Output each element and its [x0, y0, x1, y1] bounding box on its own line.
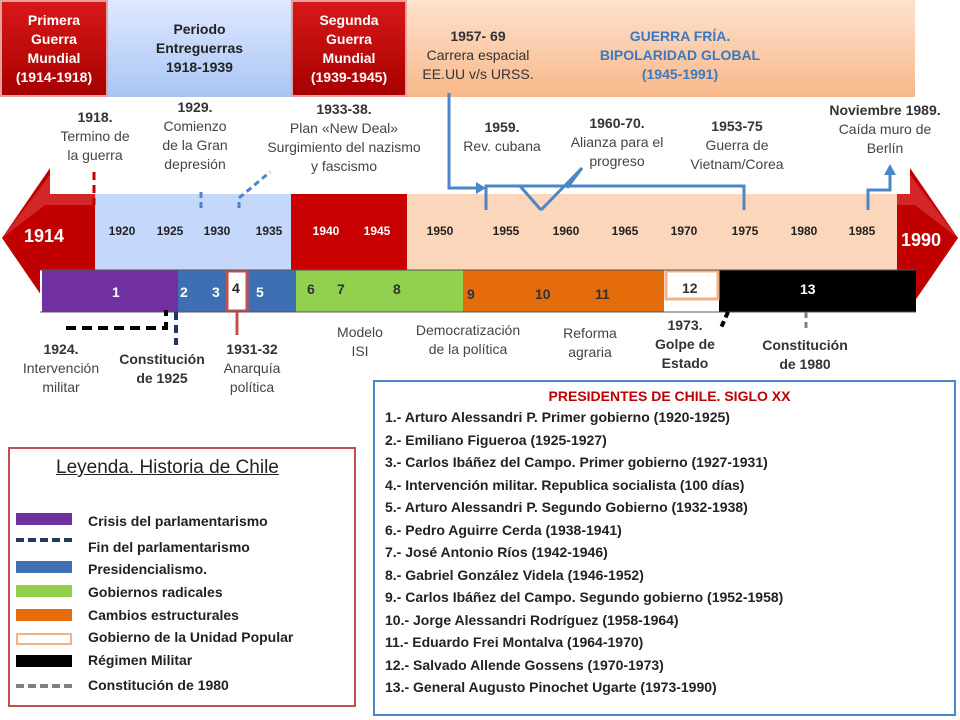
segment-label: 9 [467, 286, 475, 302]
segment-label: 11 [595, 286, 610, 302]
event-1931: 1931-32 Anarquía política [223, 341, 281, 395]
legend-label: Constitución de 1980 [88, 677, 229, 693]
segment-label: 12 [682, 280, 698, 296]
president-item: 10.- Jorge Alessandri Rodríguez (1958-1964) [385, 611, 679, 628]
segment-label: 1 [112, 284, 120, 300]
tick-label: 1955 [492, 224, 520, 238]
legend-label: Presidencialismo. [88, 561, 208, 577]
event-1960: 1960-70. Alianza para el progreso [570, 115, 664, 169]
president-item: 13.- General Augusto Pinochet Ugarte (1973-1990) [385, 679, 717, 695]
legend-label: Régimen Militar [88, 652, 193, 668]
tick-label: 1930 [203, 224, 231, 238]
tick-label: 1925 [156, 224, 184, 238]
legend-label: Crisis del parlamentarismo [88, 513, 268, 529]
event-1933: 1933-38. Plan «New Deal» Surgimiento del nazismo y fascismo [267, 101, 421, 174]
legend-swatch-light-orange [16, 633, 72, 645]
legend-box [8, 447, 356, 707]
segment-label: 6 [307, 281, 315, 297]
tick-label: 1980 [790, 224, 818, 238]
president-item: 1.- Arturo Alessandri P. Primer gobierno (1920-1925) [385, 409, 730, 425]
tick-label: 1965 [611, 224, 639, 238]
cold-war-title: GUERRA FRÍA. BIPOLARIDAD GLOBAL (1945-1991) [599, 28, 761, 82]
era-wwi: Primera Guerra Mundial (1914-1918) [0, 0, 108, 97]
president-item: 7.- José Antonio Ríos (1942-1946) [385, 544, 608, 560]
legend-swatch-purple [16, 513, 72, 525]
connector-space-race [449, 93, 478, 188]
coup-1973: 1973. Golpe de Estado [655, 317, 715, 371]
president-item: 4.- Intervención militar. Republica socialista (100 días) [385, 476, 745, 493]
tick-label: 1985 [848, 224, 876, 238]
president-item: 3.- Carlos Ibáñez del Campo. Primer gobierno (1927-1931) [385, 454, 768, 470]
legend-label: Gobiernos radicales [88, 584, 223, 600]
constitution-1925: Constitución de 1925 [119, 351, 205, 386]
tick-label: 1945 [363, 224, 391, 238]
tick-label: 1975 [731, 224, 759, 238]
segment-label: 10 [535, 286, 551, 302]
connector-1989 [868, 172, 890, 210]
legend-label: Fin del parlamentarismo [88, 539, 250, 555]
legend-swatch-blue [16, 561, 72, 573]
tick-label: 1970 [670, 224, 698, 238]
presidents-title: PRESIDENTES DE CHILE. SIGLO XX [548, 388, 791, 404]
president-item: 12.- Salvado Allende Gossens (1970-1973) [385, 656, 664, 673]
event-1953: 1953-75 Guerra de Vietnam/Corea [690, 118, 784, 172]
president-item: 6.- Pedro Aguirre Cerda (1938-1941) [385, 521, 622, 538]
constitution-1980: Constitución de 1980 [762, 337, 848, 372]
legend-swatch-navy-dashed [16, 538, 72, 542]
segment-label: 13 [800, 281, 816, 297]
legend-swatch-gray-dashed [16, 684, 72, 688]
segment-label: 7 [337, 281, 345, 297]
legend-swatch-green [16, 585, 72, 597]
segment-label: 2 [180, 284, 188, 300]
isi-model: Modelo ISI [337, 324, 383, 359]
legend-label: Cambios estructurales [88, 607, 239, 623]
presidents-list [385, 406, 954, 699]
legend-title: Leyenda. Historia de Chile [56, 457, 279, 478]
connector-1933 [239, 172, 270, 208]
agrarian-reform: Reforma agraria [563, 325, 617, 360]
space-race-note: 1957- 69 Carrera espacial EE.UU v/s URSS. [422, 28, 534, 82]
event-1924: 1924. Intervención militar [22, 341, 100, 395]
president-item: 2.- Emiliano Figueroa (1925-1927) [385, 431, 607, 448]
segment-label: 3 [212, 284, 220, 300]
year-start: 1914 [24, 226, 65, 246]
tick-label: 1950 [426, 224, 454, 238]
democratization: Democratización de la política [415, 322, 521, 357]
event-1929: 1929. Comienzo de la Gran depresión [162, 99, 228, 172]
segment-label: 4 [232, 280, 240, 296]
presidents-box [373, 380, 956, 716]
president-item: 9.- Carlos Ibáñez del Campo. Segundo gobierno (1952-1958) [385, 589, 784, 605]
tick-label: 1920 [108, 224, 136, 238]
connector-1959 [486, 186, 541, 210]
legend-swatch-orange [16, 609, 72, 621]
event-1989: Noviembre 1989. Caída muro de Berlín [829, 102, 941, 156]
event-1959: 1959. Rev. cubana [463, 119, 541, 154]
segment-label: 8 [393, 281, 401, 297]
tick-label: 1940 [312, 224, 340, 238]
tick-label: 1960 [552, 224, 580, 238]
era-wwii: Segunda Guerra Mundial (1939-1945) [291, 0, 407, 97]
era-interwar: Periodo Entreguerras 1918-1939 [108, 0, 291, 97]
tick-label: 1935 [255, 224, 283, 238]
connector-1924 [66, 310, 166, 328]
legend-swatch-black [16, 655, 72, 667]
president-item: 11.- Eduardo Frei Montalva (1964-1970) [385, 634, 644, 650]
year-end: 1990 [901, 230, 942, 250]
segment-label: 5 [256, 284, 264, 300]
legend-label: Gobierno de la Unidad Popular [88, 629, 294, 645]
president-item: 5.- Arturo Alessandri P. Segundo Gobierno (1932-1938) [385, 499, 748, 515]
event-1918: 1918. Termino de la guerra [60, 109, 130, 163]
president-item: 8.- Gabriel González Videla (1946-1952) [385, 566, 644, 583]
